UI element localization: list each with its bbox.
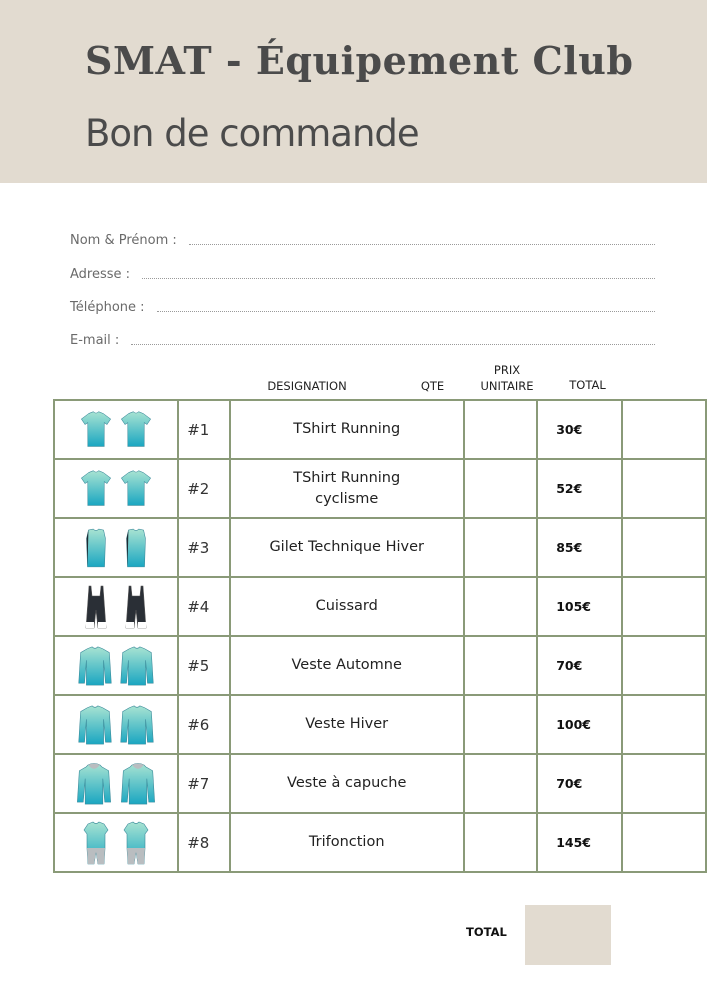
item-designation: TShirt Running <box>230 400 464 459</box>
table-row <box>54 636 706 695</box>
name-field[interactable] <box>70 228 655 248</box>
trisuit-icon <box>54 813 178 872</box>
qty-cell[interactable] <box>464 400 538 459</box>
email-label: E-mail : <box>70 333 120 348</box>
line-total-cell[interactable] <box>622 636 706 695</box>
line-total-cell[interactable] <box>622 518 706 577</box>
qty-cell[interactable] <box>464 754 538 813</box>
vest-icon <box>54 518 178 577</box>
winter-jacket-icon <box>54 695 178 754</box>
phone-field[interactable] <box>70 295 655 315</box>
line-total-cell[interactable] <box>622 577 706 636</box>
table-row <box>54 518 706 577</box>
unit-price: 52€ <box>537 459 621 518</box>
item-number: #4 <box>178 577 230 636</box>
header-banner <box>0 0 707 183</box>
name-label: Nom & Prénom : <box>70 233 177 248</box>
name-line[interactable] <box>189 243 655 245</box>
bib-shorts-icon <box>54 577 178 636</box>
qty-cell[interactable] <box>464 636 538 695</box>
line-total-cell[interactable] <box>622 459 706 518</box>
col-designation: DESIGNATION <box>267 379 347 393</box>
table-row <box>54 459 706 518</box>
qty-cell[interactable] <box>464 518 538 577</box>
page-title: SMAT - Équipement Club <box>85 38 634 83</box>
address-field[interactable] <box>70 262 655 282</box>
item-designation: TShirt Running cyclisme <box>230 459 464 518</box>
line-total-cell[interactable] <box>622 400 706 459</box>
order-table <box>53 399 707 873</box>
col-total: TOTAL <box>569 378 606 392</box>
cycling-jersey-icon <box>54 459 178 518</box>
item-designation: Trifonction <box>230 813 464 872</box>
table-row <box>54 577 706 636</box>
email-field[interactable] <box>70 328 655 348</box>
line-total-cell[interactable] <box>622 754 706 813</box>
hoodie-icon <box>54 754 178 813</box>
item-number: #1 <box>178 400 230 459</box>
tshirt-running-icon <box>54 400 178 459</box>
page-subtitle: Bon de commande <box>85 112 419 155</box>
col-prix-line2: UNITAIRE <box>480 379 534 393</box>
item-designation: Cuissard <box>230 577 464 636</box>
qty-cell[interactable] <box>464 695 538 754</box>
total-box[interactable] <box>525 905 611 965</box>
jacket-icon <box>54 636 178 695</box>
address-line[interactable] <box>142 277 655 279</box>
item-number: #7 <box>178 754 230 813</box>
item-number: #6 <box>178 695 230 754</box>
unit-price: 70€ <box>537 636 621 695</box>
total-label: TOTAL <box>466 925 507 939</box>
item-number: #8 <box>178 813 230 872</box>
unit-price: 145€ <box>537 813 621 872</box>
item-designation: Gilet Technique Hiver <box>230 518 464 577</box>
table-row <box>54 695 706 754</box>
line-total-cell[interactable] <box>622 695 706 754</box>
line-total-cell[interactable] <box>622 813 706 872</box>
col-prix-line1: PRIX <box>493 363 521 377</box>
unit-price: 100€ <box>537 695 621 754</box>
qty-cell[interactable] <box>464 577 538 636</box>
item-number: #3 <box>178 518 230 577</box>
table-row <box>54 754 706 813</box>
item-designation: Veste à capuche <box>230 754 464 813</box>
col-qte: QTE <box>420 379 445 393</box>
item-number: #2 <box>178 459 230 518</box>
item-designation: Veste Hiver <box>230 695 464 754</box>
unit-price: 85€ <box>537 518 621 577</box>
item-number: #5 <box>178 636 230 695</box>
qty-cell[interactable] <box>464 459 538 518</box>
email-line[interactable] <box>131 343 655 345</box>
table-row <box>54 813 706 872</box>
unit-price: 70€ <box>537 754 621 813</box>
qty-cell[interactable] <box>464 813 538 872</box>
phone-line[interactable] <box>157 310 655 312</box>
item-designation: Veste Automne <box>230 636 464 695</box>
unit-price: 30€ <box>537 400 621 459</box>
phone-label: Téléphone : <box>70 300 145 315</box>
table-row <box>54 400 706 459</box>
unit-price: 105€ <box>537 577 621 636</box>
col-prix-unitaire <box>474 362 540 394</box>
address-label: Adresse : <box>70 267 131 282</box>
